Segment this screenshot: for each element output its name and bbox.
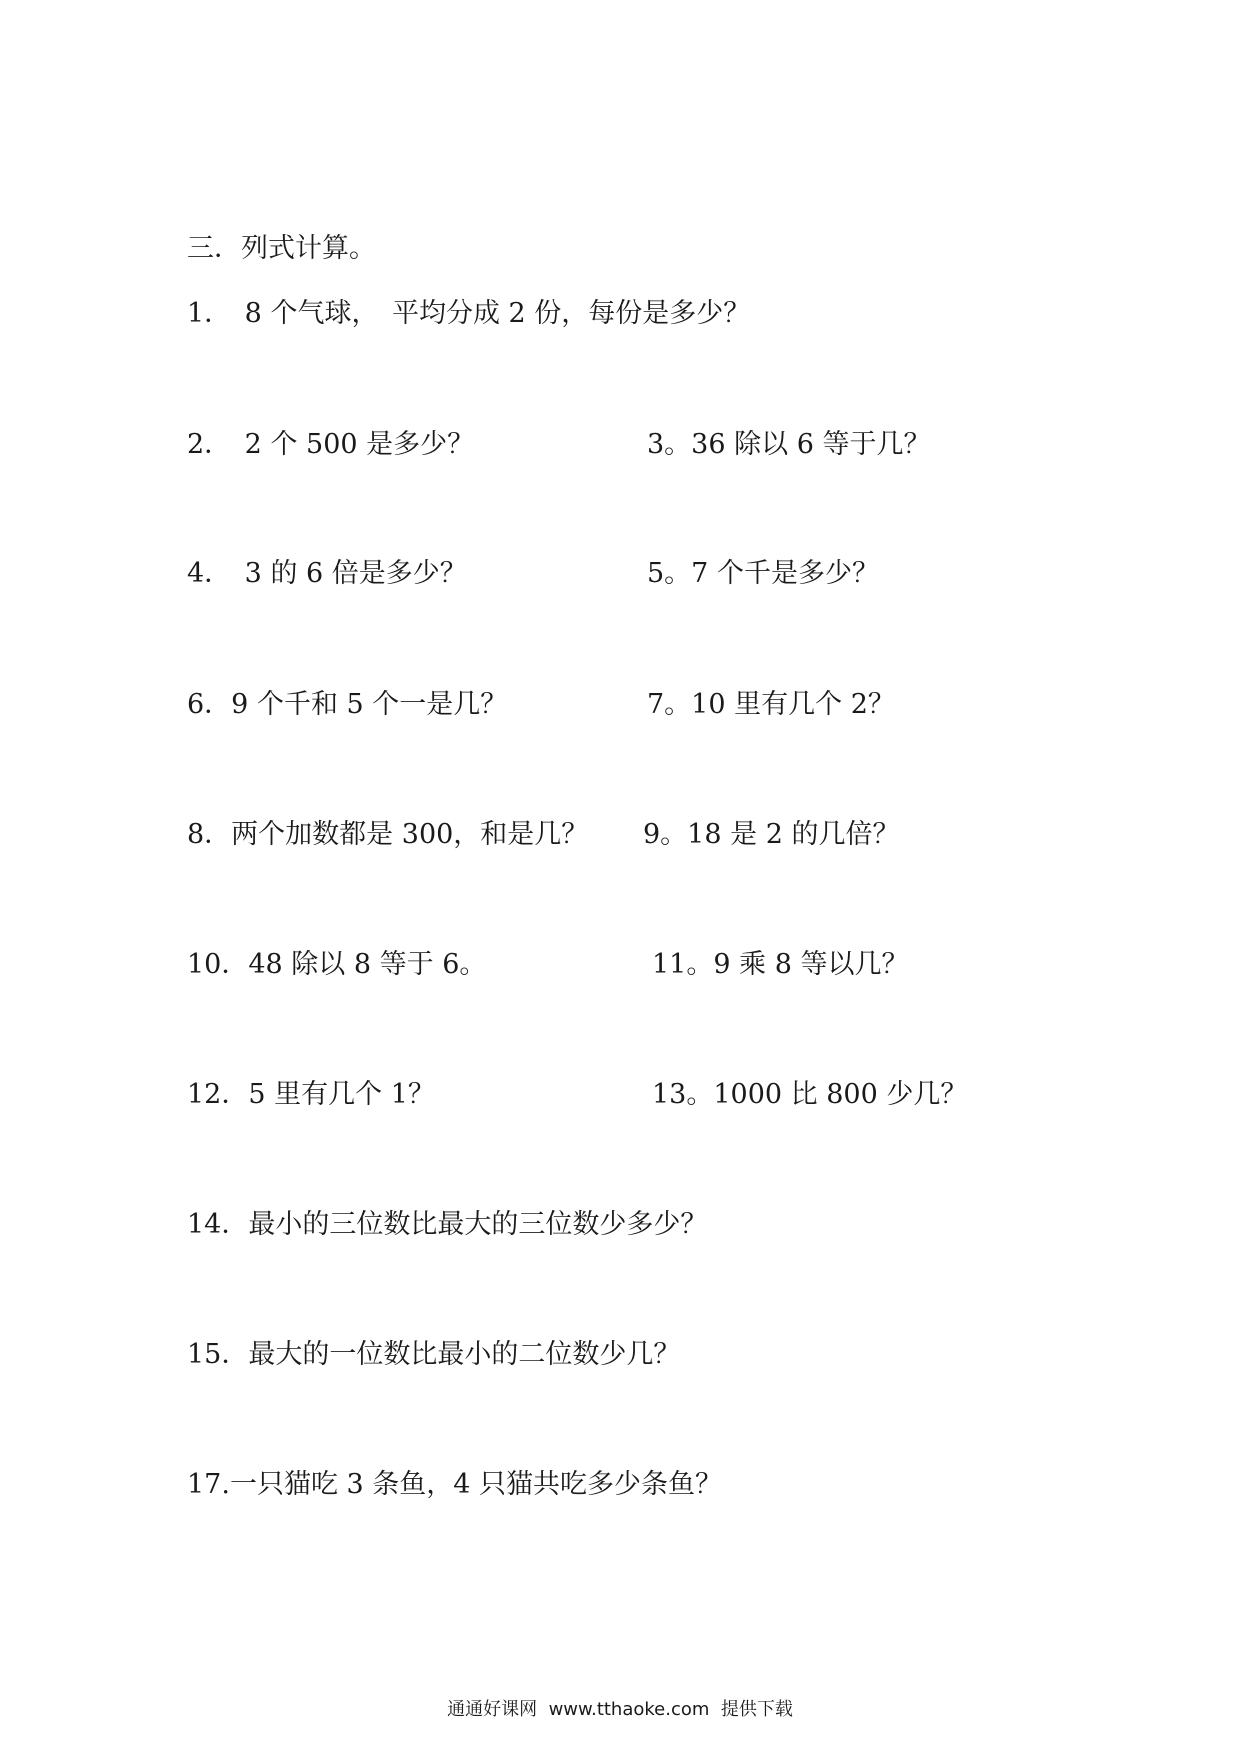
question-11: 11。9 乘 8 等以几？ — [652, 949, 909, 980]
question-17: 17.一只猫吃 3 条鱼，4 只猫共吃多少条鱼？ — [187, 1469, 723, 1500]
section-title: 三．列式计算。 — [187, 233, 376, 264]
question-8: 8．两个加数都是 300，和是几？ — [187, 819, 589, 850]
question-2: 2． 2 个 500 是多少？ — [187, 429, 475, 460]
question-12: 12．5 里有几个 1？ — [187, 1079, 435, 1110]
question-5: 5。7 个千是多少？ — [647, 558, 879, 589]
question-1: 1． 8 个气球， 平均分成 2 份，每份是多少？ — [187, 298, 751, 329]
question-4: 4． 3 的 6 倍是多少？ — [187, 558, 467, 589]
question-9: 9。18 是 2 的几倍？ — [643, 819, 900, 850]
question-7: 7。10 里有几个 2？ — [647, 689, 895, 720]
question-13: 13。1000 比 800 少几？ — [652, 1079, 968, 1110]
question-3: 3。36 除以 6 等于几？ — [647, 429, 931, 460]
footer-credit: 通通好课网 www.tthaoke.com 提供下载 — [447, 1699, 793, 1720]
question-6: 6．9 个千和 5 个一是几？ — [187, 689, 508, 720]
question-14: 14．最小的三位数比最大的三位数少多少？ — [187, 1209, 708, 1240]
question-10: 10．48 除以 8 等于 6。 — [187, 949, 487, 980]
question-15: 15．最大的一位数比最小的二位数少几？ — [187, 1339, 681, 1370]
